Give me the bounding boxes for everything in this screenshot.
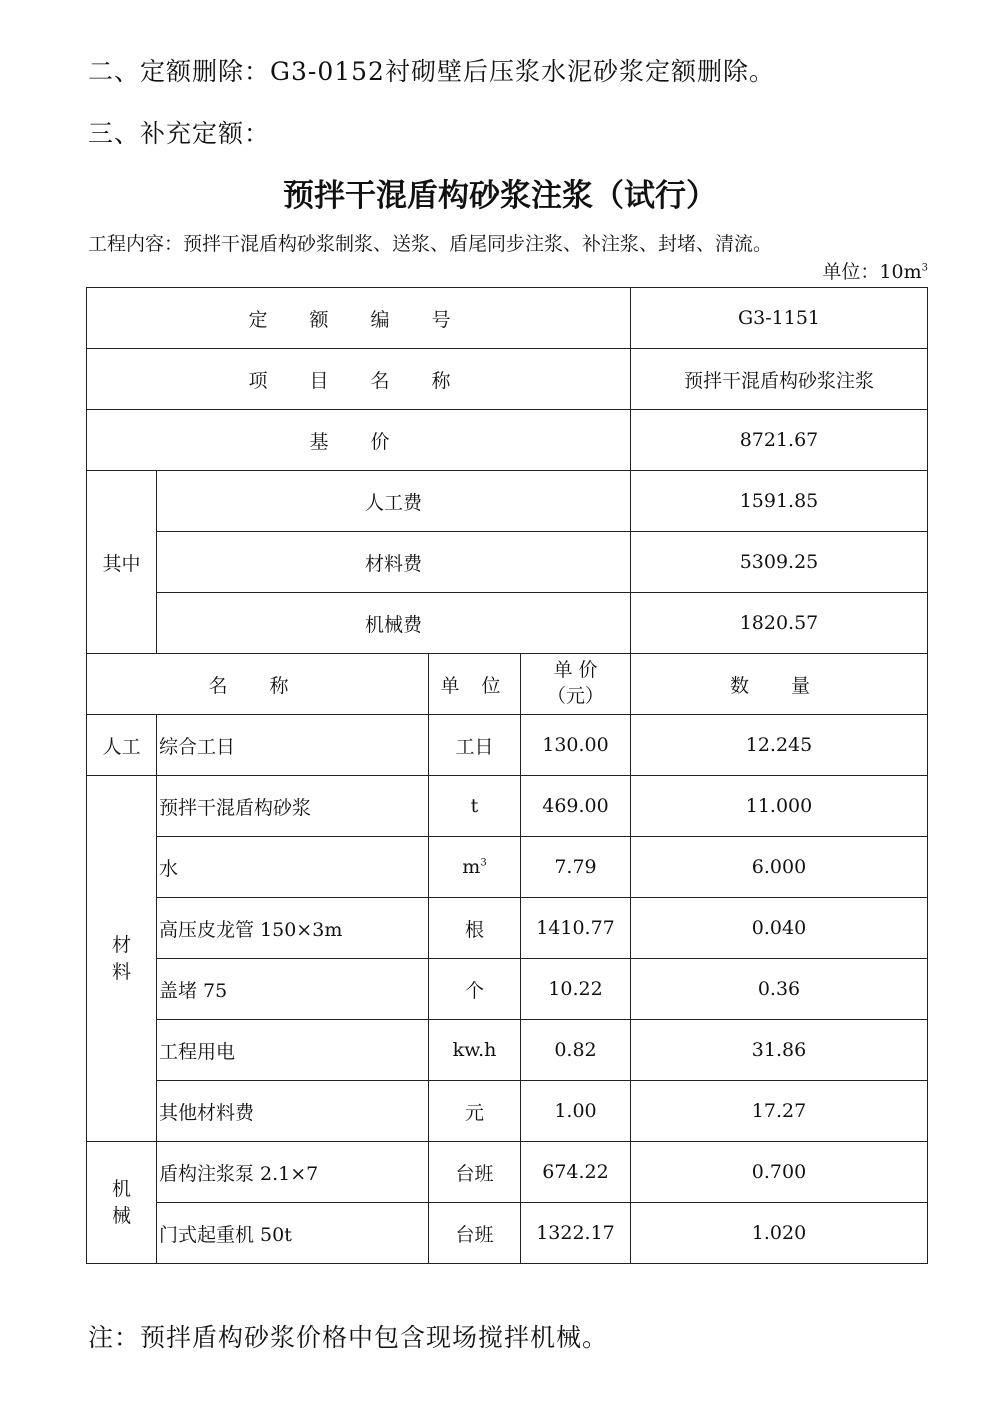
labor-fee-value: 1591.85 xyxy=(631,471,928,532)
table-row xyxy=(87,715,928,776)
table-row xyxy=(87,1081,928,1142)
col-quantity-header: 数 量 xyxy=(631,654,928,715)
breakdown-labor-row xyxy=(87,471,928,532)
table-row xyxy=(87,898,928,959)
supplement-line: 三、补充定额： xyxy=(88,119,271,148)
base-label: 基 价 xyxy=(87,410,631,471)
item-value: 预拌干混盾构砂浆注浆 xyxy=(631,349,928,410)
row-price: 7.79 xyxy=(521,837,631,898)
work-content: 工程内容：预拌干混盾构砂浆制浆、送浆、盾尾同步注浆、补注浆、封堵、清流。 xyxy=(88,233,773,255)
row-price: 0.82 xyxy=(521,1020,631,1081)
row-qty: 17.27 xyxy=(631,1081,928,1142)
material-fee-value: 5309.25 xyxy=(631,532,928,593)
table-row xyxy=(87,837,928,898)
table-row xyxy=(87,959,928,1020)
machine-fee-label: 机械费 xyxy=(157,593,631,654)
item-label: 项 目 名 称 xyxy=(87,349,631,410)
column-header-row xyxy=(87,654,928,715)
code-value: G3-1151 xyxy=(631,288,928,349)
row-name: 预拌干混盾构砂浆 xyxy=(157,776,429,837)
base-value: 8721.67 xyxy=(631,410,928,471)
table-row xyxy=(87,776,928,837)
unit-label: 单位：$10m^3$ xyxy=(822,261,928,283)
table-row xyxy=(87,1020,928,1081)
footnote: 注：预拌盾构砂浆价格中包含现场搅拌机械。 xyxy=(88,1323,609,1352)
row-unit: t xyxy=(429,776,521,837)
machine-section-label: 机械 xyxy=(87,1142,157,1264)
row-unit: kw.h xyxy=(429,1020,521,1081)
machine-fee-value: 1820.57 xyxy=(631,593,928,654)
code-label: 定 额 编 号 xyxy=(87,288,631,349)
labor-fee-label: 人工费 xyxy=(157,471,631,532)
row-name: 盖堵 75 xyxy=(157,959,429,1020)
row-name: 其他材料费 xyxy=(157,1081,429,1142)
row-unit: 台班 xyxy=(429,1203,521,1264)
row-name: 门式起重机 50t xyxy=(157,1203,429,1264)
breakdown-material-row xyxy=(87,532,928,593)
code-row xyxy=(87,288,928,349)
col-price-header: 单 价 （元） xyxy=(521,654,631,715)
row-price: 10.22 xyxy=(521,959,631,1020)
deletion-line: 二、定额删除：G3-0152衬砌壁后压浆水泥砂浆定额删除。 xyxy=(88,57,775,86)
table-row xyxy=(87,1142,928,1203)
row-unit: 台班 xyxy=(429,1142,521,1203)
row-name: 综合工日 xyxy=(157,715,429,776)
row-unit: 工日 xyxy=(429,715,521,776)
row-name: 高压皮龙管 150×3m xyxy=(157,898,429,959)
labor-section-label: 人工 xyxy=(87,715,157,776)
row-price: 1.00 xyxy=(521,1081,631,1142)
row-qty: 1.020 xyxy=(631,1203,928,1264)
row-price: 1322.17 xyxy=(521,1203,631,1264)
row-unit: 元 xyxy=(429,1081,521,1142)
row-unit: 根 xyxy=(429,898,521,959)
material-section-label: 材料 xyxy=(87,776,157,1142)
breakdown-group-label: 其中 xyxy=(87,471,157,654)
quota-table xyxy=(86,287,928,1264)
item-row xyxy=(87,349,928,410)
breakdown-machine-row xyxy=(87,593,928,654)
col-name-header: 名 称 xyxy=(87,654,429,715)
row-price: 674.22 xyxy=(521,1142,631,1203)
row-name: 水 xyxy=(157,837,429,898)
page-title: 预拌干混盾构砂浆注浆（试行） xyxy=(283,178,717,214)
row-unit: $m^3$ xyxy=(429,837,521,898)
row-name: 盾构注浆泵 2.1×7 xyxy=(157,1142,429,1203)
row-qty: 31.86 xyxy=(631,1020,928,1081)
row-qty: 11.000 xyxy=(631,776,928,837)
row-price: 130.00 xyxy=(521,715,631,776)
table-row xyxy=(87,1203,928,1264)
row-price: 469.00 xyxy=(521,776,631,837)
row-name: 工程用电 xyxy=(157,1020,429,1081)
row-price: 1410.77 xyxy=(521,898,631,959)
base-row xyxy=(87,410,928,471)
row-qty: 12.245 xyxy=(631,715,928,776)
row-qty: 0.36 xyxy=(631,959,928,1020)
material-fee-label: 材料费 xyxy=(157,532,631,593)
row-unit: 个 xyxy=(429,959,521,1020)
row-qty: 0.700 xyxy=(631,1142,928,1203)
row-qty: 0.040 xyxy=(631,898,928,959)
row-qty: 6.000 xyxy=(631,837,928,898)
col-unit-header: 单 位 xyxy=(429,654,521,715)
